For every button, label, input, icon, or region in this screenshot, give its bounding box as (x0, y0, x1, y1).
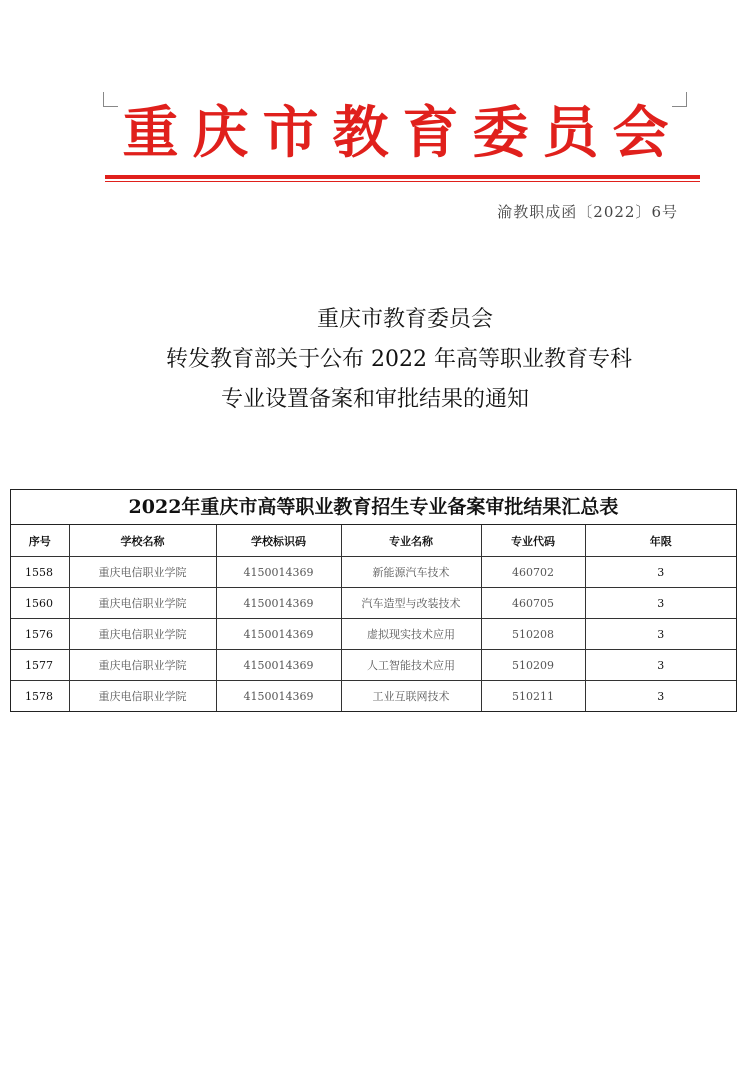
cell-school: 重庆电信职业学院 (69, 588, 216, 619)
column-header: 序号 (11, 525, 69, 557)
cell-major: 工业互联网技术 (341, 681, 481, 712)
cell-seq: 1577 (11, 650, 69, 681)
cell-school-code: 4150014369 (216, 619, 341, 650)
letterhead-rule (105, 175, 700, 179)
cell-school: 重庆电信职业学院 (69, 650, 216, 681)
table-row (11, 588, 736, 619)
cell-major-code: 510211 (481, 681, 585, 712)
cell-years: 3 (585, 619, 736, 650)
document-title (0, 300, 750, 420)
cell-school-code: 4150014369 (216, 681, 341, 712)
title-line-3: 专业设置备案和审批结果的通知 (220, 387, 529, 412)
cell-major-code: 510208 (481, 619, 585, 650)
cell-major: 汽车造型与改装技术 (341, 588, 481, 619)
column-header: 专业名称 (341, 525, 481, 557)
cell-major: 虚拟现实技术应用 (341, 619, 481, 650)
column-header: 年限 (585, 525, 736, 557)
column-header: 学校名称 (69, 525, 216, 557)
table-header-row (11, 525, 736, 557)
cell-seq: 1576 (11, 619, 69, 650)
cell-school: 重庆电信职业学院 (69, 681, 216, 712)
cell-major-code: 460705 (481, 588, 585, 619)
table-row (11, 650, 736, 681)
cell-school: 重庆电信职业学院 (69, 557, 216, 588)
letterhead-title: 重庆市教育委员会 (122, 100, 683, 166)
cell-years: 3 (585, 681, 736, 712)
title-line-2: 转发教育部关于公布 2022 年高等职业教育专科 (166, 347, 632, 372)
cell-school-code: 4150014369 (216, 557, 341, 588)
title-line-1: 重庆市教育委员会 (316, 307, 493, 332)
results-table-container (10, 489, 737, 712)
cell-seq: 1558 (11, 557, 69, 588)
cell-major-code: 460702 (481, 557, 585, 588)
table-caption: 2022年重庆市高等职业教育招生专业备案审批结果汇总表 (11, 490, 736, 525)
cell-school-code: 4150014369 (216, 650, 341, 681)
cell-years: 3 (585, 588, 736, 619)
cell-major-code: 510209 (481, 650, 585, 681)
cell-seq: 1578 (11, 681, 69, 712)
column-header: 学校标识码 (216, 525, 341, 557)
cell-major: 新能源汽车技术 (341, 557, 481, 588)
table-row (11, 619, 736, 650)
cell-years: 3 (585, 557, 736, 588)
table-row (11, 557, 736, 588)
cell-school: 重庆电信职业学院 (69, 619, 216, 650)
cell-school-code: 4150014369 (216, 588, 341, 619)
document-number: 渝教职成函〔2022〕6号 (497, 203, 678, 221)
cell-major: 人工智能技术应用 (341, 650, 481, 681)
cell-years: 3 (585, 650, 736, 681)
cell-seq: 1560 (11, 588, 69, 619)
table-row (11, 681, 736, 712)
column-header: 专业代码 (481, 525, 585, 557)
results-table (11, 525, 736, 711)
letterhead-rule-thin (105, 181, 700, 182)
